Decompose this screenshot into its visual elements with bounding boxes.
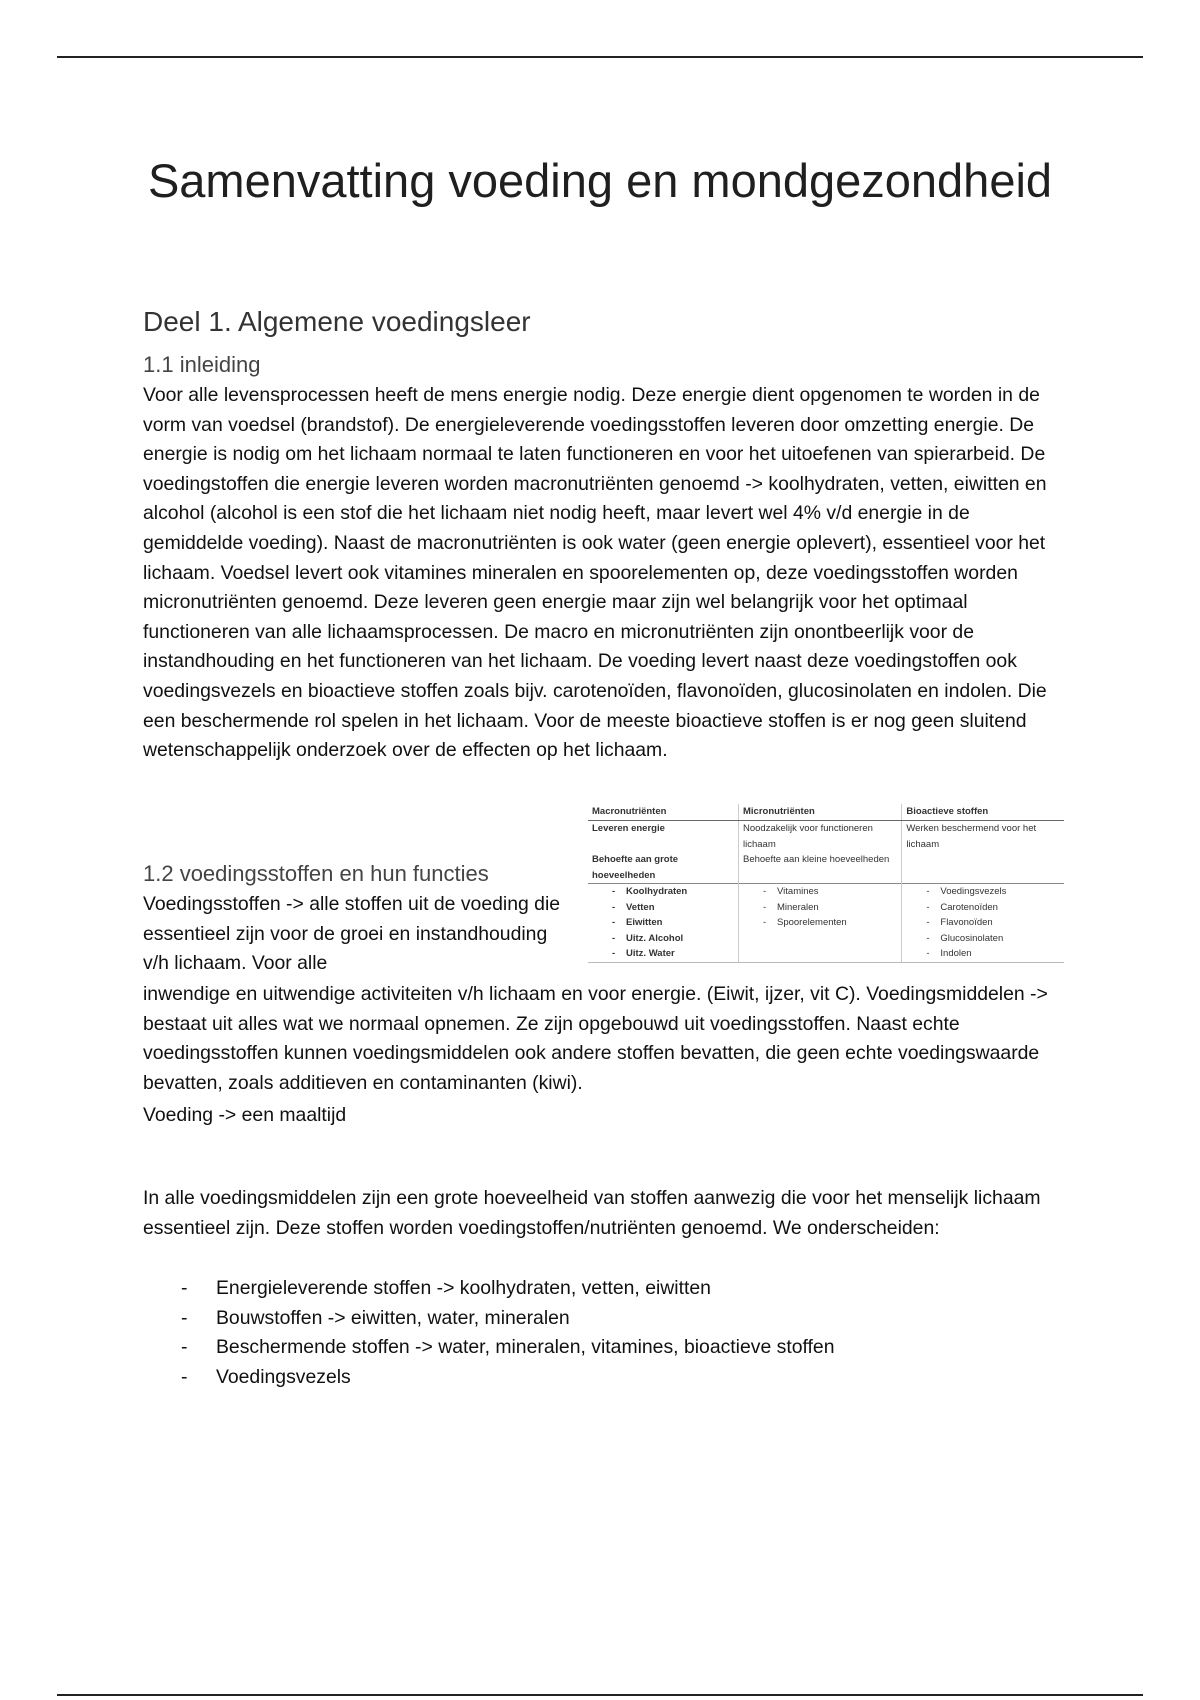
list-item: - Voedingsvezels xyxy=(143,1363,835,1393)
list-item: - Uitz. Alcohol xyxy=(592,931,734,947)
table-header-macro: Macronutriënten xyxy=(588,804,739,821)
bottom-rule xyxy=(57,1694,1143,1696)
section-heading-deel-1: Deel 1. Algemene voedingsleer xyxy=(143,306,531,337)
list-item: - Glucosinolaten xyxy=(906,931,1060,947)
list-marker: - xyxy=(181,1336,188,1359)
list-item: - Flavonoïden xyxy=(906,915,1060,931)
table-cell-micro-list xyxy=(739,884,902,963)
table-header-bio: Bioactieve stoffen xyxy=(902,804,1064,821)
table-cell xyxy=(902,852,1064,884)
table-cell-bio-list xyxy=(902,884,1064,963)
list-item: - Bouwstoffen -> eiwitten, water, mineralen xyxy=(143,1304,835,1334)
list-item: - Mineralen xyxy=(743,900,897,916)
list-item: - Carotenoïden xyxy=(906,900,1060,916)
table-cell: Werken beschermend voor het lichaam xyxy=(902,821,1064,853)
document-title: Samenvatting voeding en mondgezondheid xyxy=(147,154,1053,207)
paragraph-inleiding: Voor alle levensprocessen heeft de mens energie nodig. Deze energie dient opgenomen te worden in de vorm van voedsel (brandstof). De energieleverende voedingsstoffen leveren door omzetting energie. De energie is nodig om het lichaam normaal te laten functioneren en voor het uitoefenen van spierarbeid. De voedingstoffen die energie leveren worden macronutriënten genoemd -> koolhydraten, vetten, eiwitten en alcohol (alcohol is een stof die het lichaam niet nodig heeft, maar levert wel 4% v/d energie in de gemiddelde voeding). Naast de macronutriënten is ook water (geen energie oplevert), essentieel voor het lichaam. Voedsel levert ook vitamines mineralen en spoorelementen op, deze voedingsstoffen worden micronutriënten genoemd. Deze leveren geen energie maar zijn wel belangrijk voor het optimaal functioneren van alle lichaamsprocessen. De macro en micronutriënten zijn onontbeerlijk voor de instandhouding en het functioneren van het lichaam. De voeding levert naast deze voedingstoffen ook voedingsvezels en bioactieve stoffen zoals bijv. carotenoïden, flavonoïden, glucosinolaten en indolen. Die een beschermende rol spelen in het lichaam. Voor de meeste bioactieve stoffen is er nog geen sluitend wetenschappelijk onderzoek over de effecten op het lichaam. xyxy=(143,384,1047,762)
list-item: - Energieleverende stoffen -> koolhydraten, vetten, eiwitten xyxy=(143,1274,835,1304)
list-item: - Uitz. Water xyxy=(592,946,734,962)
list-item: - Voedingsvezels xyxy=(906,884,1060,900)
table-cell: Behoefte aan grote hoeveelheden xyxy=(592,854,679,881)
paragraph-intro-onderscheiden: In alle voedingsmiddelen zijn een grote hoeveelheid van stoffen aanwezig die voor het menselijk lichaam essentieel zijn. Deze stoffen worden voedingstoffen/nutriënten genoemd. We onderscheiden: xyxy=(143,1187,1041,1239)
list-item: - Vitamines xyxy=(743,884,897,900)
list-item: - Indolen xyxy=(906,946,1060,962)
list-item: - Vetten xyxy=(592,900,734,916)
list-marker: - xyxy=(181,1365,188,1388)
list-item: - Eiwitten xyxy=(592,915,734,931)
nutrient-category-list xyxy=(143,1274,835,1392)
table-cell: Leveren energie xyxy=(592,823,665,834)
paragraph-voedingsstoffen-wrap: Voedingsstoffen -> alle stoffen uit de voeding die essentieel zijn voor de groei en instandhouding v/h lichaam. Voor alle xyxy=(143,893,561,975)
list-item: - Beschermende stoffen -> water, mineralen, vitamines, bioactieve stoffen xyxy=(143,1333,835,1363)
table-cell: Noodzakelijk voor functioneren lichaam xyxy=(739,821,902,853)
list-item: - Koolhydraten xyxy=(592,884,734,900)
nutrient-table xyxy=(588,804,1064,963)
table-cell-macro-list xyxy=(588,884,739,963)
table-header-micro: Micronutriënten xyxy=(739,804,902,821)
top-rule xyxy=(57,56,1143,58)
paragraph-voeding: Voeding -> een maaltijd xyxy=(143,1104,347,1126)
list-marker: - xyxy=(181,1306,188,1329)
list-item: - Spoorelementen xyxy=(743,915,897,931)
list-marker: - xyxy=(181,1277,188,1299)
subheading-inleiding: 1.1 inleiding xyxy=(143,352,261,377)
table-cell: Behoefte aan kleine hoeveelheden xyxy=(739,852,902,884)
paragraph-voedingsstoffen-cont: inwendige en uitwendige activiteiten v/h lichaam en voor energie. (Eiwit, ijzer, vit C). Voedingsmiddelen -> bestaat uit alles wat we normaal opnemen. Ze zijn opgebouwd uit voedingsstoffen. Naast echte voedingsstoffen kunnen voedingsmiddelen ook andere stoffen bevatten, die geen echte voedingswaarde bevatten, zoals additieven en contaminanten (kiwi). xyxy=(143,983,1048,1094)
subheading-voedingsstoffen: 1.2 voedingsstoffen en hun functies xyxy=(143,861,489,886)
